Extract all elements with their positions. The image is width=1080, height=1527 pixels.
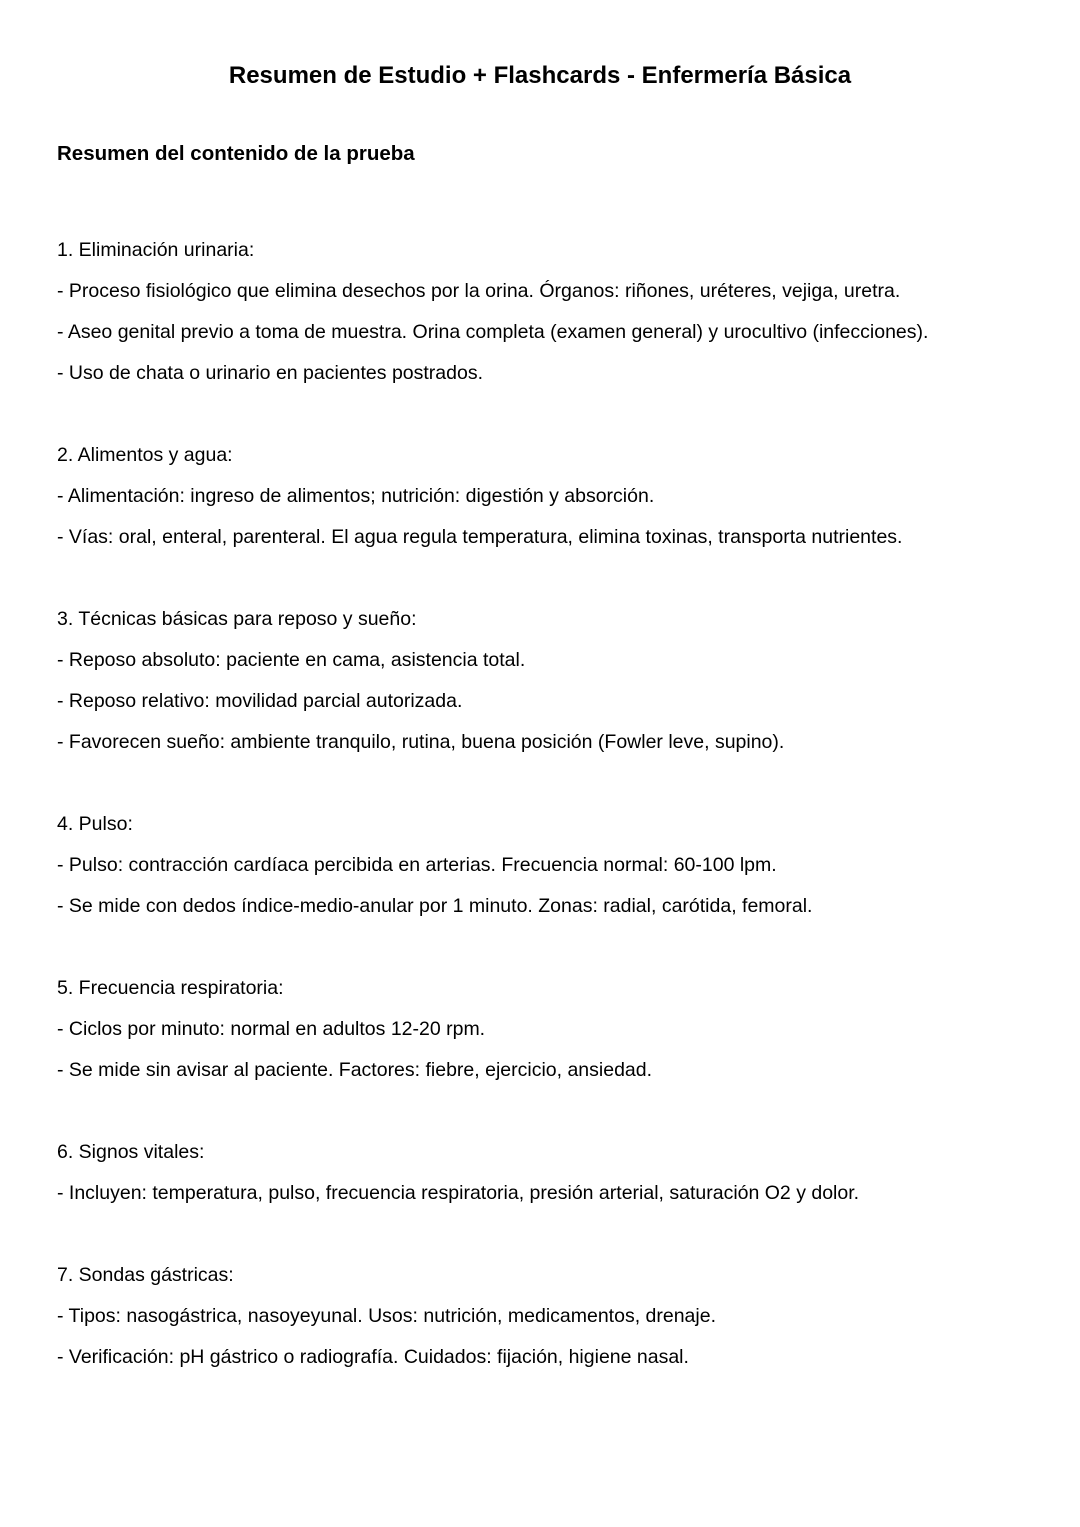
bullet-item: - Uso de chata o urinario en pacientes postrados. [57,362,484,384]
section-heading: 4. Pulso: [57,813,133,835]
summary-section [57,230,1057,394]
bullet-item: - Proceso fisiológico que elimina desechos por la orina. Órganos: riñones, uréteres, vejiga, uretra. [57,280,901,302]
bullet-item: - Vías: oral, enteral, parenteral. El agua regula temperatura, elimina toxinas, transporta nutrientes. [57,526,903,548]
summary-section [57,1255,1057,1378]
summary-content [57,230,1057,1419]
section-heading: 5. Frecuencia respiratoria: [57,977,284,999]
bullet-item: - Favorecen sueño: ambiente tranquilo, rutina, buena posición (Fowler leve, supino). [57,731,785,753]
bullet-item: - Reposo relativo: movilidad parcial autorizada. [57,690,463,712]
bullet-item: - Se mide sin avisar al paciente. Factores: fiebre, ejercicio, ansiedad. [57,1059,653,1081]
section-heading: 2. Alimentos y agua: [57,444,233,466]
summary-section [57,599,1057,763]
section-heading: 6. Signos vitales: [57,1141,205,1163]
summary-section [57,435,1057,558]
bullet-item: - Pulso: contracción cardíaca percibida en arterias. Frecuencia normal: 60-100 lpm. [57,854,777,876]
summary-section [57,804,1057,927]
document-title: Resumen de Estudio + Flashcards - Enfermería Básica [228,62,852,89]
section-heading: 1. Eliminación urinaria: [57,239,255,261]
bullet-item: - Alimentación: ingreso de alimentos; nutrición: digestión y absorción. [57,485,655,507]
section-heading: 7. Sondas gástricas: [57,1264,234,1286]
bullet-item: - Incluyen: temperatura, pulso, frecuencia respiratoria, presión arterial, saturación O2 y dolor. [57,1182,860,1204]
bullet-item: - Verificación: pH gástrico o radiografía. Cuidados: fijación, higiene nasal. [57,1346,689,1368]
summary-section [57,968,1057,1091]
section-subtitle: Resumen del contenido de la prueba [57,142,415,165]
bullet-item: - Aseo genital previo a toma de muestra. Orina completa (examen general) y urocultivo (infecciones). [57,321,929,343]
bullet-item: - Tipos: nasogástrica, nasoyeyunal. Usos: nutrición, medicamentos, drenaje. [57,1305,717,1327]
summary-section [57,1132,1057,1214]
bullet-item: - Se mide con dedos índice-medio-anular por 1 minuto. Zonas: radial, carótida, femoral. [57,895,813,917]
bullet-item: - Reposo absoluto: paciente en cama, asistencia total. [57,649,526,671]
bullet-item: - Ciclos por minuto: normal en adultos 12-20 rpm. [57,1018,486,1040]
section-heading: 3. Técnicas básicas para reposo y sueño: [57,608,417,630]
